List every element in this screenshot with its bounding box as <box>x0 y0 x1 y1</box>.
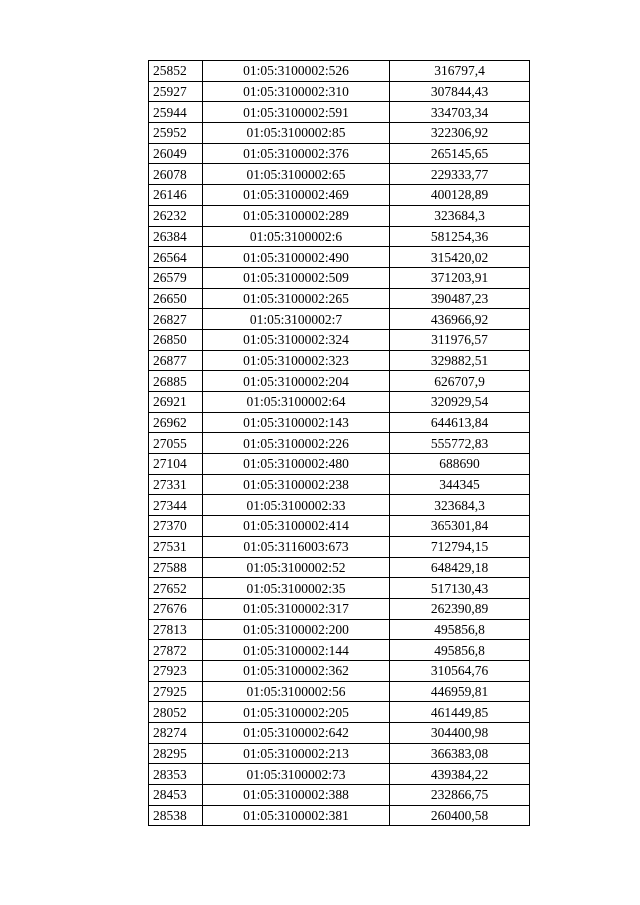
row-number-cell: 28353 <box>149 764 203 785</box>
row-number-cell: 26921 <box>149 392 203 413</box>
cadastral-number-cell: 01:05:3100002:317 <box>203 598 390 619</box>
cadastral-number-cell: 01:05:3100002:323 <box>203 350 390 371</box>
cadastral-number-cell: 01:05:3100002:52 <box>203 557 390 578</box>
table-row <box>149 743 530 764</box>
cadastral-number-cell: 01:05:3100002:144 <box>203 640 390 661</box>
table-row <box>149 143 530 164</box>
row-number-cell: 26049 <box>149 143 203 164</box>
cadastral-number-cell: 01:05:3100002:226 <box>203 433 390 454</box>
value-cell: 334703,34 <box>390 102 530 123</box>
value-cell: 495856,8 <box>390 619 530 640</box>
row-number-cell: 26078 <box>149 164 203 185</box>
value-cell: 304400,98 <box>390 723 530 744</box>
cadastral-number-cell: 01:05:3100002:509 <box>203 267 390 288</box>
table-row <box>149 102 530 123</box>
value-cell: 581254,36 <box>390 226 530 247</box>
table-row <box>149 164 530 185</box>
value-cell: 712794,15 <box>390 536 530 557</box>
table-row <box>149 61 530 82</box>
cadastral-number-cell: 01:05:3100002:200 <box>203 619 390 640</box>
row-number-cell: 27531 <box>149 536 203 557</box>
value-cell: 316797,4 <box>390 61 530 82</box>
value-cell: 320929,54 <box>390 392 530 413</box>
value-cell: 688690 <box>390 454 530 475</box>
cadastral-number-cell: 01:05:3100002:143 <box>203 412 390 433</box>
value-cell: 446959,81 <box>390 681 530 702</box>
value-cell: 322306,92 <box>390 123 530 144</box>
row-number-cell: 26232 <box>149 205 203 226</box>
table-row <box>149 785 530 806</box>
cadastral-number-cell: 01:05:3100002:469 <box>203 185 390 206</box>
table-row <box>149 681 530 702</box>
row-number-cell: 27872 <box>149 640 203 661</box>
table-row <box>149 123 530 144</box>
table-row <box>149 329 530 350</box>
value-cell: 323684,3 <box>390 205 530 226</box>
row-number-cell: 28538 <box>149 805 203 826</box>
cadastral-number-cell: 01:05:3100002:6 <box>203 226 390 247</box>
cadastral-number-cell: 01:05:3100002:73 <box>203 764 390 785</box>
cadastral-number-cell: 01:05:3100002:381 <box>203 805 390 826</box>
table-row <box>149 557 530 578</box>
table-row <box>149 640 530 661</box>
value-cell: 648429,18 <box>390 557 530 578</box>
value-cell: 390487,23 <box>390 288 530 309</box>
table-row <box>149 536 530 557</box>
table-row <box>149 81 530 102</box>
row-number-cell: 28052 <box>149 702 203 723</box>
cadastral-number-cell: 01:05:3100002:64 <box>203 392 390 413</box>
table-row <box>149 598 530 619</box>
value-cell: 626707,9 <box>390 371 530 392</box>
value-cell: 366383,08 <box>390 743 530 764</box>
row-number-cell: 26579 <box>149 267 203 288</box>
table-row <box>149 619 530 640</box>
value-cell: 315420,02 <box>390 247 530 268</box>
value-cell: 329882,51 <box>390 350 530 371</box>
table-row <box>149 247 530 268</box>
row-number-cell: 27588 <box>149 557 203 578</box>
cadastral-number-cell: 01:05:3100002:33 <box>203 495 390 516</box>
row-number-cell: 27925 <box>149 681 203 702</box>
row-number-cell: 27344 <box>149 495 203 516</box>
table-row <box>149 185 530 206</box>
table-row <box>149 226 530 247</box>
table-row <box>149 392 530 413</box>
row-number-cell: 27331 <box>149 474 203 495</box>
table-row <box>149 495 530 516</box>
row-number-cell: 27652 <box>149 578 203 599</box>
row-number-cell: 27923 <box>149 660 203 681</box>
row-number-cell: 25952 <box>149 123 203 144</box>
value-cell: 365301,84 <box>390 516 530 537</box>
value-cell: 461449,85 <box>390 702 530 723</box>
value-cell: 260400,58 <box>390 805 530 826</box>
value-cell: 644613,84 <box>390 412 530 433</box>
cadastral-number-cell: 01:05:3100002:56 <box>203 681 390 702</box>
row-number-cell: 25927 <box>149 81 203 102</box>
row-number-cell: 26146 <box>149 185 203 206</box>
cadastral-number-cell: 01:05:3100002:414 <box>203 516 390 537</box>
table-row <box>149 702 530 723</box>
cadastral-number-cell: 01:05:3100002:480 <box>203 454 390 475</box>
table-row <box>149 805 530 826</box>
table-row <box>149 454 530 475</box>
table-row <box>149 288 530 309</box>
row-number-cell: 26384 <box>149 226 203 247</box>
row-number-cell: 26877 <box>149 350 203 371</box>
table-row <box>149 516 530 537</box>
value-cell: 555772,83 <box>390 433 530 454</box>
value-cell: 436966,92 <box>390 309 530 330</box>
row-number-cell: 28453 <box>149 785 203 806</box>
value-cell: 400128,89 <box>390 185 530 206</box>
table-row <box>149 350 530 371</box>
cadastral-number-cell: 01:05:3100002:7 <box>203 309 390 330</box>
table-row <box>149 660 530 681</box>
row-number-cell: 26650 <box>149 288 203 309</box>
row-number-cell: 26564 <box>149 247 203 268</box>
cadastral-number-cell: 01:05:3100002:265 <box>203 288 390 309</box>
table-row <box>149 433 530 454</box>
value-cell: 310564,76 <box>390 660 530 681</box>
row-number-cell: 26850 <box>149 329 203 350</box>
cadastral-number-cell: 01:05:3100002:490 <box>203 247 390 268</box>
cadastral-number-cell: 01:05:3100002:213 <box>203 743 390 764</box>
table-row <box>149 723 530 744</box>
cadastral-number-cell: 01:05:3100002:205 <box>203 702 390 723</box>
row-number-cell: 26962 <box>149 412 203 433</box>
cadastral-number-cell: 01:05:3100002:85 <box>203 123 390 144</box>
cadastral-number-cell: 01:05:3100002:388 <box>203 785 390 806</box>
cadastral-number-cell: 01:05:3100002:238 <box>203 474 390 495</box>
cadastral-number-cell: 01:05:3100002:324 <box>203 329 390 350</box>
value-cell: 495856,8 <box>390 640 530 661</box>
table-row <box>149 474 530 495</box>
row-number-cell: 26885 <box>149 371 203 392</box>
value-cell: 344345 <box>390 474 530 495</box>
value-cell: 229333,77 <box>390 164 530 185</box>
value-cell: 265145,65 <box>390 143 530 164</box>
table-body <box>149 61 530 826</box>
row-number-cell: 25944 <box>149 102 203 123</box>
cadastral-number-cell: 01:05:3100002:65 <box>203 164 390 185</box>
value-cell: 517130,43 <box>390 578 530 599</box>
table-row <box>149 578 530 599</box>
table-row <box>149 764 530 785</box>
row-number-cell: 25852 <box>149 61 203 82</box>
cadastral-number-cell: 01:05:3100002:35 <box>203 578 390 599</box>
value-cell: 439384,22 <box>390 764 530 785</box>
cadastral-number-cell: 01:05:3100002:376 <box>203 143 390 164</box>
table-row <box>149 267 530 288</box>
row-number-cell: 27676 <box>149 598 203 619</box>
row-number-cell: 27055 <box>149 433 203 454</box>
row-number-cell: 27104 <box>149 454 203 475</box>
table-row <box>149 371 530 392</box>
cadastral-number-cell: 01:05:3100002:310 <box>203 81 390 102</box>
row-number-cell: 28295 <box>149 743 203 764</box>
cadastral-number-cell: 01:05:3100002:204 <box>203 371 390 392</box>
value-cell: 311976,57 <box>390 329 530 350</box>
cadastral-number-cell: 01:05:3100002:591 <box>203 102 390 123</box>
value-cell: 307844,43 <box>390 81 530 102</box>
cadastral-number-cell: 01:05:3100002:526 <box>203 61 390 82</box>
value-cell: 323684,3 <box>390 495 530 516</box>
value-cell: 232866,75 <box>390 785 530 806</box>
cadastral-number-cell: 01:05:3116003:673 <box>203 536 390 557</box>
cadastral-number-cell: 01:05:3100002:362 <box>203 660 390 681</box>
row-number-cell: 27813 <box>149 619 203 640</box>
value-cell: 262390,89 <box>390 598 530 619</box>
table-row <box>149 412 530 433</box>
table-row <box>149 205 530 226</box>
row-number-cell: 27370 <box>149 516 203 537</box>
row-number-cell: 28274 <box>149 723 203 744</box>
data-table <box>148 60 530 826</box>
cadastral-number-cell: 01:05:3100002:289 <box>203 205 390 226</box>
cadastral-number-cell: 01:05:3100002:642 <box>203 723 390 744</box>
table-row <box>149 309 530 330</box>
value-cell: 371203,91 <box>390 267 530 288</box>
row-number-cell: 26827 <box>149 309 203 330</box>
